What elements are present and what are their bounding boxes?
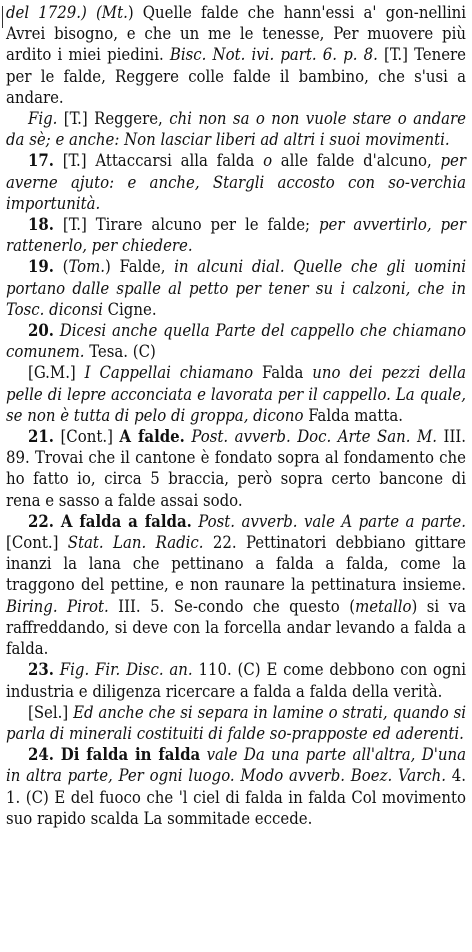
text-run: ) Quelle falde che hann'essi a' gon-nellini Avrei bisogno, e che un me le tenesse, Per muovere più ardito i miei piedini. xyxy=(6,3,466,65)
paragraph-fig xyxy=(6,108,466,150)
text-run: ) Falde, xyxy=(105,257,175,277)
text-run: 24. xyxy=(28,744,54,765)
text-run: per averne ajuto: e anche, Stargli accosto con so-verchia importunità. xyxy=(6,151,466,213)
text-run: o xyxy=(263,151,273,171)
text-run: [Cont.] xyxy=(53,427,120,447)
text-run: Dicesi anche quella Parte del cappello che chiamano comunem. xyxy=(6,321,466,362)
text-run: 21. xyxy=(28,426,54,447)
paragraph-gm xyxy=(6,362,466,426)
paragraph-24 xyxy=(6,744,466,829)
text-run: 20. xyxy=(28,320,54,341)
text-run: Bisc. Not. ivi. part. 6. p. 8. xyxy=(169,45,378,65)
margin-rule xyxy=(2,6,3,28)
text-run: 22. xyxy=(28,510,54,531)
text-run: [T.] Tirare alcuno per le falde; xyxy=(53,215,319,235)
text-run: 18. xyxy=(28,214,54,235)
text-run: 110. (C) E come debbono con ogni industria e diligenza ricercare a falda a falda della verità. xyxy=(6,660,466,701)
text-run: III. 89. Trovai che il cantone è fondato sopra al fondamento che ho fatto io, circa 5 braccia, però sopra certo bancone di rena e sasso a falde assai sodo. xyxy=(6,427,466,510)
text-run: metallo xyxy=(355,596,412,616)
text-run: I Cappellai chiamano xyxy=(84,363,254,383)
text-run: uno dei pezzi della pelle di lepre acconciata e lavorata per il cappello. La quale, se non è tutta di pelo di groppa, dicono xyxy=(6,363,466,425)
text-run: Falda xyxy=(253,363,313,383)
text-run: Di falda in falda xyxy=(53,744,201,765)
paragraph-21 xyxy=(6,426,466,511)
text-run: [T.] Tenere per le falde, Reggere colle falde il bambino, che s'usi a andare. xyxy=(6,45,467,107)
text-run: 4. 1. (C) E del fuoco che 'l ciel di falda in falda Col movimento suo rapido scalda La sommitade eccede. xyxy=(6,766,466,828)
paragraph-continuation xyxy=(6,2,466,108)
text-run: A falda a falda. xyxy=(53,510,192,531)
paragraph-18 xyxy=(6,214,466,256)
text-run: [Sel.] xyxy=(28,702,74,722)
text-run: Ed anche che si separa in lamine o strati, quando si parla di minerali costituiti di falde so-prapposte ed aderenti. xyxy=(6,702,466,743)
paragraph-17 xyxy=(6,150,466,214)
text-run: Tesa. (C) xyxy=(84,342,156,362)
text-run: Biring. Pirot. xyxy=(6,596,109,616)
text-run: Fig. xyxy=(28,109,58,129)
text-run: Mt. xyxy=(101,3,128,22)
text-run: vale Da una parte all'altra, D'una in altra parte, Per ogni luogo. Modo avverb. Boez. Varch. xyxy=(6,745,467,786)
text-run: Fig. Fir. Disc. an. xyxy=(53,660,193,680)
text-run: Falda matta. xyxy=(303,405,403,425)
text-run: 19. xyxy=(28,256,54,277)
text-run: Stat. Lan. Radic. xyxy=(67,533,204,553)
text-run: chi non sa o non vuole stare o andare da sè; e anche: Non lasciar liberi ad altri i suoi movimenti. xyxy=(6,109,466,150)
text-run: in alcuni dial. Quelle che gli uomini portano dalle spalle al petto per tener su i calzoni, che in Tosc. diconsi xyxy=(6,257,466,319)
text-run: Post. avverb. vale A parte a parte. xyxy=(191,511,466,531)
text-run: III. 5. Se-condo che questo ( xyxy=(108,596,356,616)
paragraph-20 xyxy=(6,320,466,362)
text-run: 22. Pettinatori debbiano gittare inanzi la lana che pettinano a falda a falda, come la traggono del pettine, e non raunare la pettinatura insieme. xyxy=(6,533,466,595)
paragraph-sel xyxy=(6,702,466,744)
text-run: Post. avverb. Doc. Arte San. M. xyxy=(184,427,438,447)
paragraph-19 xyxy=(6,256,466,320)
text-run: [G.M.] xyxy=(28,363,85,383)
paragraph-22 xyxy=(6,511,466,659)
text-run: Tom. xyxy=(68,257,105,277)
text-run: 23. xyxy=(28,659,54,680)
text-run: alle falde d'alcuno, xyxy=(272,151,441,171)
text-run: A falde. xyxy=(119,426,185,447)
paragraph-23 xyxy=(6,659,466,701)
text-run: ) si va raffreddando, si deve con la forcella andar levando a falda a falda. xyxy=(6,596,466,659)
text-run: [T.] Reggere, xyxy=(57,109,170,129)
text-run: Cigne. xyxy=(102,299,157,319)
text-run: [Cont.] xyxy=(6,533,68,553)
text-run: del 1729.) ( xyxy=(6,3,102,22)
text-run: ( xyxy=(53,257,69,277)
text-run: per avvertirlo, per rattenerlo, per chiedere. xyxy=(6,215,466,256)
text-run: [T.] Attaccarsi alla falda xyxy=(53,151,264,171)
text-run: 17. xyxy=(28,150,54,171)
